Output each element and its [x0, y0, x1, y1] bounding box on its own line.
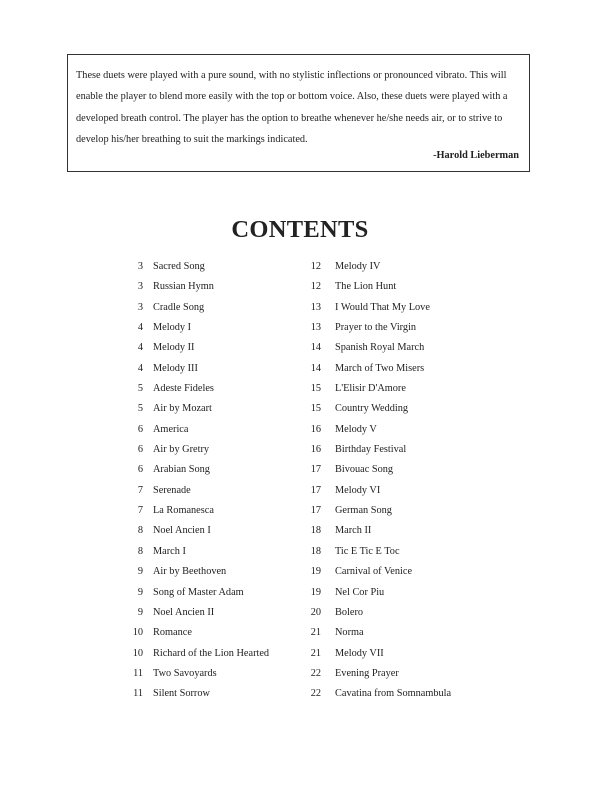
toc-title: Russian Hymn	[153, 281, 214, 293]
toc-title: Arabian Song	[153, 464, 210, 476]
toc-entry[interactable]	[115, 484, 295, 504]
toc-title: Nel Cor Piu	[335, 586, 385, 598]
toc-title: German Song	[335, 505, 392, 517]
toc-page-number: 17	[310, 484, 321, 496]
toc-page-number: 22	[310, 688, 321, 700]
toc-page-number: 19	[310, 566, 321, 578]
toc-entry[interactable]	[115, 280, 295, 300]
toc-title: Melody III	[153, 362, 198, 374]
toc-entry[interactable]	[292, 382, 512, 402]
toc-entry[interactable]	[115, 524, 295, 544]
toc-entry[interactable]	[292, 423, 512, 443]
toc-entry[interactable]	[292, 280, 512, 300]
toc-title: Air by Gretry	[153, 444, 210, 456]
toc-entry[interactable]	[115, 586, 295, 606]
toc-page-number: 21	[310, 627, 321, 639]
toc-title: Air by Beethoven	[153, 566, 227, 578]
toc-page-number: 3	[137, 261, 143, 272]
toc-title: Melody V	[335, 423, 377, 435]
toc-title: March of Two Misers	[335, 362, 425, 374]
toc-title: Melody IV	[335, 261, 381, 272]
toc-title: Sacred Song	[153, 261, 205, 272]
toc-entry[interactable]	[115, 423, 295, 443]
toc-entry[interactable]	[115, 260, 295, 280]
toc-title: Cradle Song	[153, 301, 205, 313]
toc-page-number: 14	[310, 342, 321, 354]
toc-title: Serenade	[153, 484, 191, 496]
toc-entry[interactable]	[115, 402, 295, 422]
toc-title: Spanish Royal March	[335, 342, 425, 354]
toc-title: Silent Sorrow	[153, 688, 210, 700]
toc-entry[interactable]	[115, 626, 295, 646]
toc-page-number: 15	[310, 383, 321, 395]
toc-title: Noel Ancien I	[153, 525, 211, 537]
toc-page-number: 12	[310, 261, 321, 272]
toc-title: Romance	[153, 627, 192, 639]
toc-page-number: 6	[137, 444, 143, 456]
toc-entry[interactable]	[115, 667, 295, 687]
toc-page-number: 9	[137, 566, 143, 578]
toc-page-number: 4	[137, 322, 143, 334]
toc-entry[interactable]	[292, 606, 512, 626]
contents-title: CONTENTS	[231, 216, 369, 243]
toc-page-number: 6	[137, 423, 143, 435]
toc-entry[interactable]	[292, 321, 512, 341]
toc-title: Tic E Tic E Toc	[335, 545, 400, 557]
toc-page-number: 19	[310, 586, 321, 598]
toc-title: Evening Prayer	[335, 667, 399, 679]
toc-entry[interactable]	[115, 687, 295, 707]
toc-entry[interactable]	[292, 443, 512, 463]
toc-title: Song of Master Adam	[153, 586, 244, 598]
toc-page-number: 6	[137, 464, 143, 476]
toc-page-number: 13	[310, 301, 321, 313]
toc-entry[interactable]	[115, 565, 295, 585]
toc-entry[interactable]	[292, 484, 512, 504]
toc-page-number: 10	[132, 647, 143, 659]
toc-title: Cavatina from Somnambula	[335, 688, 452, 700]
toc-page-number: 3	[137, 281, 143, 293]
toc-page-number: 7	[137, 484, 143, 496]
toc-entry[interactable]	[292, 687, 512, 707]
toc-entry[interactable]	[115, 647, 295, 667]
toc-entry[interactable]	[292, 504, 512, 524]
toc-title: Melody VII	[335, 647, 384, 659]
toc-page-number: 7	[137, 505, 143, 517]
toc-page-number: 11	[133, 688, 143, 700]
toc-entry[interactable]	[115, 463, 295, 483]
toc-page-number: 3	[137, 301, 143, 313]
toc-title: Melody VI	[335, 484, 381, 496]
toc-entry[interactable]	[292, 565, 512, 585]
toc-page-number: 4	[137, 342, 143, 354]
toc-page-number: 5	[137, 403, 143, 415]
toc-page-number: 11	[133, 667, 143, 679]
toc-left-column	[115, 260, 295, 708]
toc-entry[interactable]	[115, 606, 295, 626]
performance-note-text: These duets were played with a pure sound, with no stylistic inflections or pronounced vibrato. This will enable the player to blend more easily with the top or bottom voice. Also, these duets were played with a developed breath control. The player has the option to breathe whenever he/she needs air, or to strive to develop his/her breathing to suit the markings indicated.	[76, 70, 508, 145]
toc-page-number: 10	[132, 627, 143, 639]
toc-title: Adeste Fideles	[153, 383, 214, 395]
toc-title: Noel Ancien II	[153, 606, 215, 618]
toc-page-number: 20	[310, 606, 321, 618]
toc-title: Richard of the Lion Hearted	[153, 647, 270, 659]
performance-note-box	[67, 54, 530, 172]
toc-entry[interactable]	[115, 301, 295, 321]
toc-title: Norma	[335, 627, 364, 639]
toc-title: La Romanesca	[153, 505, 214, 517]
toc-entry[interactable]	[292, 524, 512, 544]
toc-page-number: 9	[137, 586, 143, 598]
toc-entry[interactable]	[292, 626, 512, 646]
toc-page-number: 18	[310, 545, 321, 557]
toc-right-column	[292, 260, 512, 708]
toc-entry[interactable]	[292, 260, 512, 280]
toc-entry[interactable]	[292, 341, 512, 361]
toc-title: Melody II	[153, 342, 195, 354]
toc-page-number: 4	[137, 362, 143, 374]
toc-page-number: 17	[310, 505, 321, 517]
toc-entry[interactable]	[292, 667, 512, 687]
toc-page-number: 16	[310, 423, 321, 435]
toc-title: Air by Mozart	[153, 403, 212, 415]
toc-entry[interactable]	[115, 321, 295, 341]
toc-title: America	[153, 423, 189, 435]
toc-title: Birthday Festival	[335, 444, 407, 456]
toc-title: Carnival of Venice	[335, 566, 413, 578]
toc-title: March II	[335, 525, 372, 537]
toc-title: Two Savoyards	[153, 667, 217, 679]
toc-entry[interactable]	[292, 362, 512, 382]
toc-entry[interactable]	[292, 647, 512, 667]
toc-page-number: 22	[310, 667, 321, 679]
toc-title: March I	[153, 545, 186, 557]
toc-title: L'Elisir D'Amore	[335, 383, 406, 395]
toc-entry[interactable]	[292, 301, 512, 321]
toc-title: Bivouac Song	[335, 464, 394, 476]
toc-page-number: 12	[310, 281, 321, 293]
toc-page-number: 16	[310, 444, 321, 456]
toc-page-number: 13	[310, 322, 321, 334]
toc-page-number: 15	[310, 403, 321, 415]
toc-page-number: 5	[137, 383, 143, 395]
note-author: -Harold Lieberman	[433, 150, 519, 161]
toc-page-number: 17	[310, 464, 321, 476]
toc-title: Melody I	[153, 322, 192, 334]
toc-entry[interactable]	[115, 443, 295, 463]
toc-title: Bolero	[335, 606, 364, 618]
toc-title: I Would That My Love	[335, 301, 430, 313]
toc-entry[interactable]	[292, 586, 512, 606]
toc-entry[interactable]	[292, 402, 512, 422]
toc-entry[interactable]	[115, 504, 295, 524]
toc-entry[interactable]	[115, 545, 295, 565]
toc-entry[interactable]	[115, 382, 295, 402]
toc-entry[interactable]	[292, 545, 512, 565]
toc-title: Country Wedding	[335, 403, 409, 415]
toc-title: Prayer to the Virgin	[335, 322, 417, 334]
toc-page-number: 18	[310, 525, 321, 537]
toc-page-number: 8	[137, 525, 143, 537]
toc-entry[interactable]	[115, 341, 295, 361]
toc-entry[interactable]	[292, 463, 512, 483]
toc-title: The Lion Hunt	[335, 281, 397, 293]
toc-entry[interactable]	[115, 362, 295, 382]
toc-page-number: 9	[137, 606, 143, 618]
toc-page-number: 14	[310, 362, 321, 374]
toc-page-number: 21	[310, 647, 321, 659]
toc-page-number: 8	[137, 545, 143, 557]
